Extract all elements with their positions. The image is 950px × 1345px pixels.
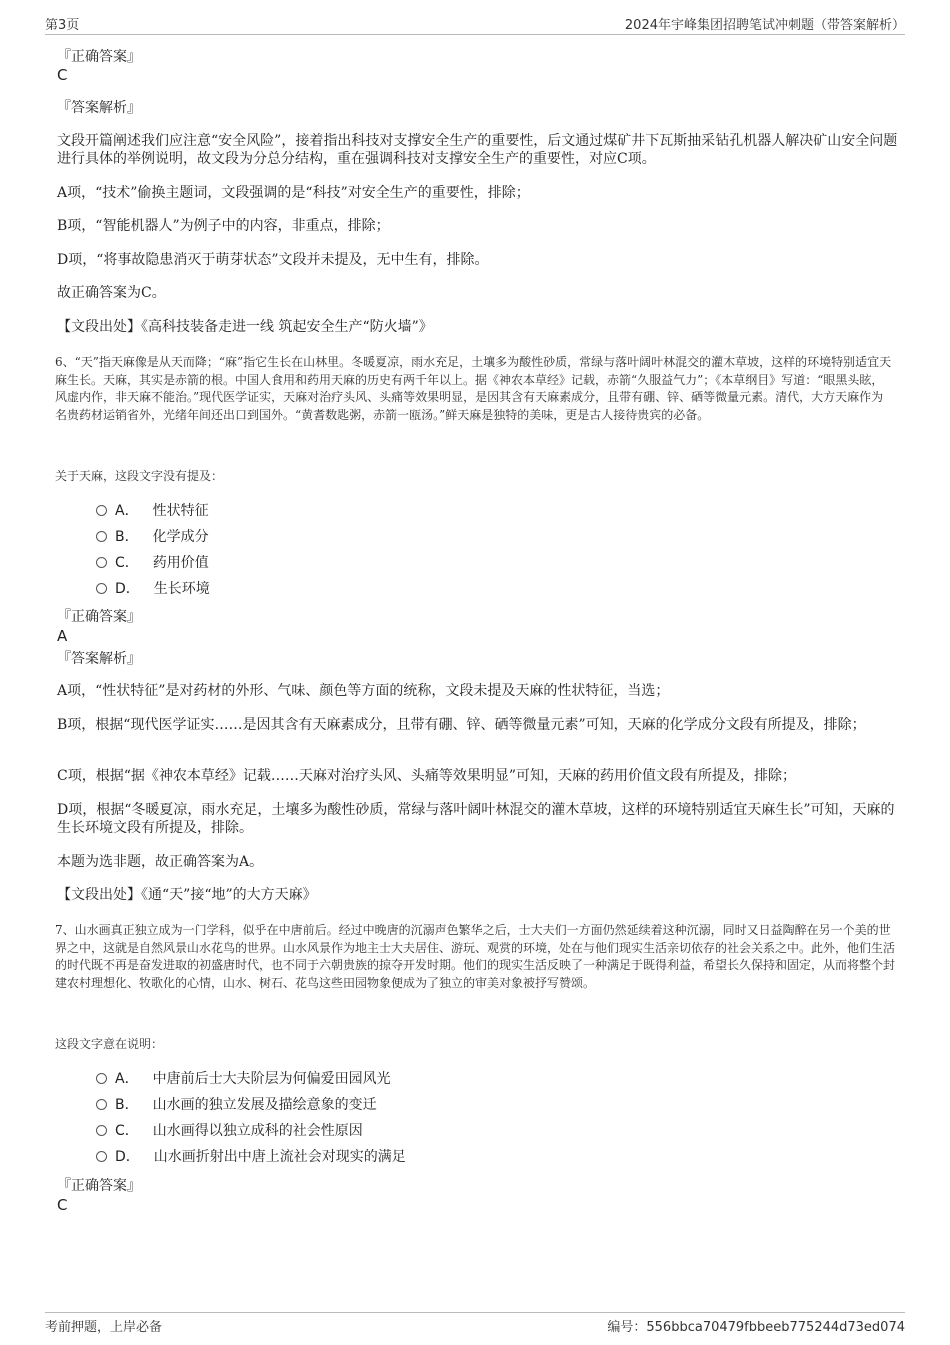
radio-button-icon[interactable]: [96, 557, 107, 568]
q6-analysis-paragraph: B项，根据“现代医学证实……是因其含有天麻素成分，且带有硼、锌、硒等微量元素”可知，天麻的化学成分文段有所提及，排除；: [57, 717, 866, 733]
q6-answer-label: 『正确答案』: [57, 609, 141, 625]
q6-answer: A: [57, 627, 68, 645]
radio-button-icon[interactable]: [96, 531, 107, 542]
q7-option-a[interactable]: A． 中唐前后士大夫阶层为何偏爱田园风光: [96, 1069, 391, 1089]
q6-analysis-paragraph: D项，根据“冬暖夏凉，雨水充足，土壤多为酸性砂质，常绿与落叶阔叶林混交的灌木草坡，这样的环境特别适宜天麻生长”可知，天麻的生长环境文段有所提及，排除。: [57, 802, 895, 836]
q6-analysis-label: 『答案解析』: [57, 651, 141, 667]
q7-stem: 7、山水画真正独立成为一门学科，似乎在中唐前后。经过中晚唐的沉溺声色繁华之后，士大夫们一方面仍然延续着这种沉溺，同时又日益陶醉在另一个美的世界之中，这就是自然风景山水花鸟的世界。山水风景作为地主士大夫居住、游玩、观赏的环境，处在与他们现实生活亲切依存的社会关系之中。此外，他们生活的时代既不再是奋发进取的初盛唐时代，也不同于六朝贵族的掠夺开发时期。他们的现实生活反映了一种满足于既得利益，希望长久保持和固定，从而将整个封建农村理想化、牧歌化的心情，山水、树石、花鸟这些田园物象便成为了独立的审美对象被抒写赞颂。: [55, 923, 896, 990]
q5-analysis-paragraph: D项，“将事故隐患消灭于萌芽状态”文段并未提及，无中生有，排除。: [57, 252, 489, 268]
page-footer: [45, 1312, 905, 1335]
q7-option-d[interactable]: D． 山水画折射出中唐上流社会对现实的满足: [96, 1147, 406, 1167]
q6-analysis-paragraph: C项，根据“据《神农本草经》记载……天麻对治疗头风、头痛等效果明显”可知，天麻的药用价值文段有所提及，排除；: [57, 768, 797, 784]
q6-analysis-paragraph: A项，“性状特征”是对药材的外形、气味、颜色等方面的统称，文段未提及天麻的性状特征，当选；: [57, 683, 670, 699]
document-id: 编号：556bbca70479fbbeeb775244d73ed074: [607, 1320, 905, 1335]
q5-answer: C: [57, 66, 68, 84]
q6-option-a[interactable]: A． 性状特征: [96, 501, 209, 521]
radio-button-icon[interactable]: [96, 1125, 107, 1136]
page-header: [45, 12, 905, 35]
q5-analysis-label: 『答案解析』: [57, 100, 141, 116]
q6-option-b[interactable]: B． 化学成分: [96, 527, 209, 547]
q7-option-c[interactable]: C． 山水画得以独立成科的社会性原因: [96, 1121, 363, 1141]
q7-answer: C: [57, 1196, 68, 1214]
q5-analysis-paragraph: A项，“技术”偷换主题词，文段强调的是“科技”对安全生产的重要性，排除；: [57, 185, 530, 201]
q7-answer-label: 『正确答案』: [57, 1178, 141, 1194]
q5-analysis-paragraph: 文段开篇阐述我们应注意“安全风险”，接着指出科技对支撑安全生产的重要性，后文通过煤矿井下瓦斯抽采钻孔机器人解决矿山安全问题进行具体的举例说明，故文段为分总分结构，重在强调科技对支撑安全生产的重要性，对应C项。: [57, 133, 898, 167]
radio-button-icon[interactable]: [96, 505, 107, 516]
document-title: 2024年宇峰集团招聘笔试冲刺题（带答案解析）: [624, 18, 905, 33]
q6-option-c[interactable]: C． 药用价值: [96, 553, 209, 573]
q6-question: 关于天麻，这段文字没有提及：: [55, 469, 224, 483]
q5-analysis-paragraph: B项，“智能机器人”为例子中的内容，非重点，排除；: [57, 218, 390, 234]
radio-button-icon[interactable]: [96, 1151, 107, 1162]
q6-analysis-paragraph: 本题为选非题，故正确答案为A。: [57, 854, 264, 870]
q6-stem: 6、“天”指天麻像是从天而降；“麻”指它生长在山林里。冬暖夏凉，雨水充足，土壤多为酸性砂质，常绿与落叶阔叶林混交的灌木草坡，这样的环境特别适宜天麻生长。天麻，其实是赤箭的根。中国人食用和药用天麻的历史有两千年以上。据《神农本草经》记载，赤箭“久服益气力”；《本草纲目》写道：“眼黑头眩，风虚内作，非天麻不能治。”现代医学证实，天麻对治疗头风、头痛等效果明显，是因其含有天麻素成分，且带有硼、锌、硒等微量元素。清代，大方天麻作为名贵药材运销省外，光绪年间还出口到国外。“黄耆数匙粥，赤箭一瓯汤。”鲜天麻是独特的美味，更是古人接待贵宾的必备。: [55, 355, 892, 422]
q7-question: 这段文字意在说明：: [55, 1037, 164, 1051]
radio-button-icon[interactable]: [96, 1099, 107, 1110]
q6-option-d[interactable]: D． 生长环境: [96, 579, 210, 599]
q6-source: 【文段出处】《通“天”接“地”的大方天麻》: [57, 887, 317, 903]
radio-button-icon[interactable]: [96, 1073, 107, 1084]
footer-slogan: 考前押题，上岸必备: [45, 1320, 163, 1335]
radio-button-icon[interactable]: [96, 583, 107, 594]
q7-option-b[interactable]: B． 山水画的独立发展及描绘意象的变迁: [96, 1095, 377, 1115]
q5-answer-label: 『正确答案』: [57, 49, 141, 65]
page-number: 第3页: [45, 18, 80, 33]
q5-analysis-paragraph: 故正确答案为C。: [57, 285, 166, 301]
q5-source: 【文段出处】《高科技装备走进一线 筑起安全生产“防火墙”》: [57, 319, 433, 335]
